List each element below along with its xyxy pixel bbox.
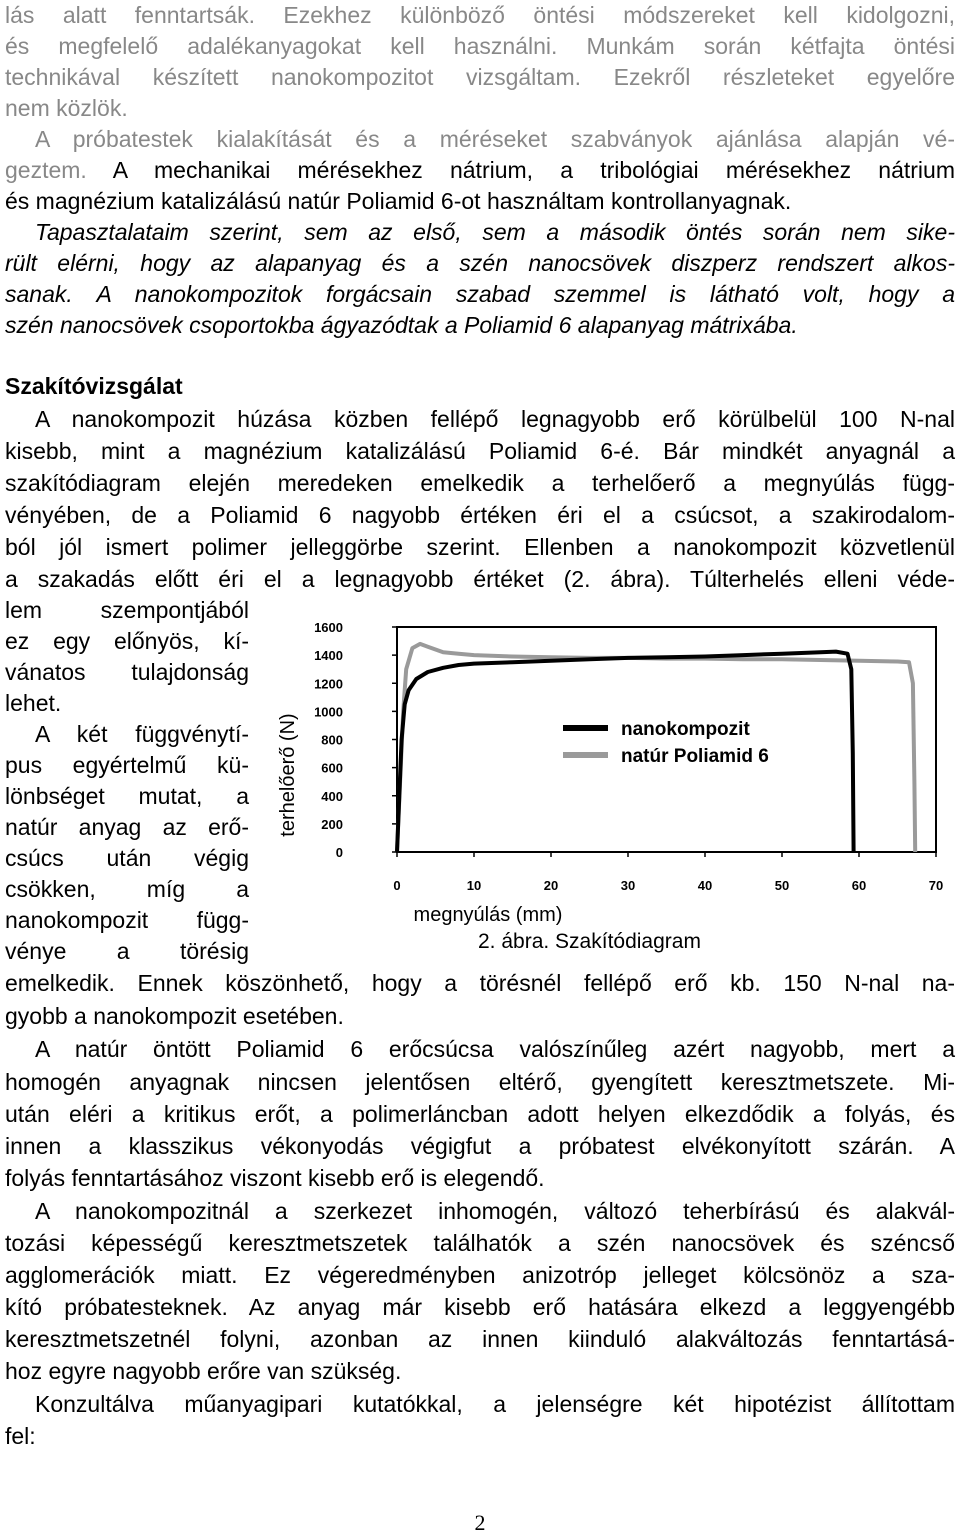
x-tick-label: 60: [851, 878, 867, 893]
text-line: nem közlök.: [5, 95, 128, 121]
text-line: emelkedik. Ennek köszönhető, hogy a törésnél fellépő erő kb. 150 N-nal na-: [5, 970, 955, 996]
y-tick-label: 0: [335, 845, 343, 860]
text-line: A nanokompozit húzása közben fellépő legnagyobb erő körülbelül 100 N-nal: [35, 406, 955, 432]
legend-label: natúr Poliamid 6: [621, 746, 769, 767]
text-line: lönbséget mutat, a: [5, 783, 249, 809]
text-line: és magnézium katalizálású natúr Poliamid 6-ot használtam kontrollanyagnak.: [5, 188, 792, 214]
text-line: technikával készített nanokompozitot vizsgáltam. Ezekről részleteket egyelőre: [5, 64, 955, 90]
x-tick-label: 20: [543, 878, 559, 893]
text-line: gyobb a nanokompozit esetében.: [5, 1003, 344, 1029]
text-line: homogén anyagnak nincsen jelentősen eltérő, gyengített keresztmetszete. Mi-: [5, 1069, 955, 1095]
text-line: lem szempontjából: [5, 597, 249, 623]
text-line: [5, 279, 955, 310]
x-axis-label: megnyúlás (mm): [413, 904, 563, 926]
text-line: vánatos tulajdonság: [5, 659, 249, 685]
text-line: [5, 155, 955, 186]
x-tick-label: 70: [928, 878, 944, 893]
text-line: natúr anyag az erő-: [5, 814, 249, 840]
text-line: folyás fenntartásához viszont kisebb erő is elegendő.: [5, 1165, 545, 1191]
y-tick-label: 800: [321, 732, 343, 748]
text-span: A mechanikai mérésekhez nátrium, a tribológiai mérésekhez nátrium: [112, 157, 955, 183]
text-span-italic: sanak.: [5, 281, 73, 307]
y-tick-label: 400: [321, 788, 343, 804]
text-line-italic: szén nanocsövek csoportokba ágyazódtak a Poliamid 6 alapanyag mátrixába.: [5, 312, 798, 338]
tensile-chart: [270, 615, 960, 955]
y-tick-label: 600: [321, 760, 343, 776]
text-line: után eléri a kritikus erőt, a polimerláncban adott helyen elkezdődik a folyás, és: [5, 1101, 955, 1127]
text-line: nanokompozit függ-: [5, 907, 249, 933]
x-tick-label: 40: [697, 878, 713, 893]
text-line: csúcs után végig: [5, 845, 249, 871]
page-number: 2: [474, 1510, 486, 1535]
text-line: A két függvénytí-: [35, 721, 249, 747]
figure-caption: 2. ábra. Szakítódiagram: [478, 930, 701, 953]
x-tick-label: 0: [393, 878, 401, 893]
y-tick-label: 1600: [314, 620, 343, 635]
text-line: vénye a törésig: [5, 938, 249, 964]
text-line: ból jól ismert polimer jelleggörbe szerint. Ellenben a nanokompozit közvetlenül: [5, 534, 955, 560]
text-line: kító próbatesteknek. Az anyag már kisebb erő hatására elkezd a leggyengébb: [5, 1294, 955, 1320]
x-tick-label: 10: [466, 878, 482, 893]
text-line: lehet.: [5, 690, 62, 716]
text-span-italic: A nanokompozitok forgácsain szabad szemmel is látható volt, hogy a: [96, 281, 955, 307]
text-line: tozási képességű keresztmetszetek találhatók a szén nanocsövek és széncső: [5, 1230, 955, 1256]
text-line: szakítódiagram elején meredeken emelkedik a terhelőerő a megnyúlás függ-: [5, 470, 955, 496]
text-line: innen a klasszikus vékonyodás végigfut a próbatest elvékonyított szárán. A: [5, 1133, 955, 1159]
x-tick-label: 30: [620, 878, 636, 893]
text-span-gray: geztem.: [5, 157, 87, 183]
text-line: A natúr öntött Poliamid 6 erőcsúcsa valószínűleg azért nagyobb, mert a: [35, 1036, 955, 1062]
text-line: fel:: [5, 1423, 36, 1449]
section-heading: Szakítóvizsgálat: [5, 373, 183, 399]
y-tick-label: 200: [321, 816, 343, 832]
y-tick-label: 1400: [314, 648, 343, 664]
text-line: hoz egyre nagyobb erőre van szükség.: [5, 1358, 402, 1384]
text-line: A próbatestek kialakítását és a méréseket szabványok ajánlása alapján vé-: [35, 126, 955, 152]
text-line: lás alatt fenntartsák. Ezekhez különböző öntési módszereket kell kidolgozni,: [5, 2, 955, 28]
y-tick-label: 1200: [314, 676, 343, 692]
text-line: csökken, míg a: [5, 876, 249, 902]
text-line: agglomerációk miatt. Ez végeredményben anizotróp jelleget kölcsönöz a sza-: [5, 1262, 955, 1288]
text-line-italic: rült elérni, hogy az alapanyag és a szén nanocsövek diszperz rendszert alkos-: [5, 250, 955, 276]
text-line: pus egyértelmű kü-: [5, 752, 249, 778]
y-axis-label: terhelőerő (N): [277, 713, 299, 837]
text-line: A nanokompozitnál a szerkezet inhomogén, változó teherbírású és alakvál-: [35, 1198, 955, 1224]
text-line: kisebb, mint a magnézium katalizálású Poliamid 6-é. Bár mindkét anyagnál a: [5, 438, 955, 464]
legend-label: nanokompozit: [621, 719, 750, 740]
text-line-italic: Tapasztalataim szerint, sem az első, sem a második öntés során nem sike-: [35, 219, 955, 245]
text-line: Konzultálva műanyagipari kutatókkal, a jelenségre két hipotézist állítottam: [35, 1391, 955, 1417]
text-line: ez egy előnyös, kí-: [5, 628, 249, 654]
text-line: és megfelelő adalékanyagokat kell használni. Munkám során kétfajta öntési: [5, 33, 955, 59]
y-tick-label: 1000: [314, 704, 343, 720]
text-line: keresztmetszetnél folyni, azonban az innen kiinduló alakváltozás fenntartásá-: [5, 1326, 955, 1352]
text-line: a szakadás előtt éri el a legnagyobb értéket (2. ábra). Túlterhelés elleni véde-: [5, 566, 955, 592]
x-tick-label: 50: [774, 878, 790, 893]
text-line: vényében, de a Poliamid 6 nagyobb értéken éri el a csúcsot, a szakirodalom-: [5, 502, 955, 528]
